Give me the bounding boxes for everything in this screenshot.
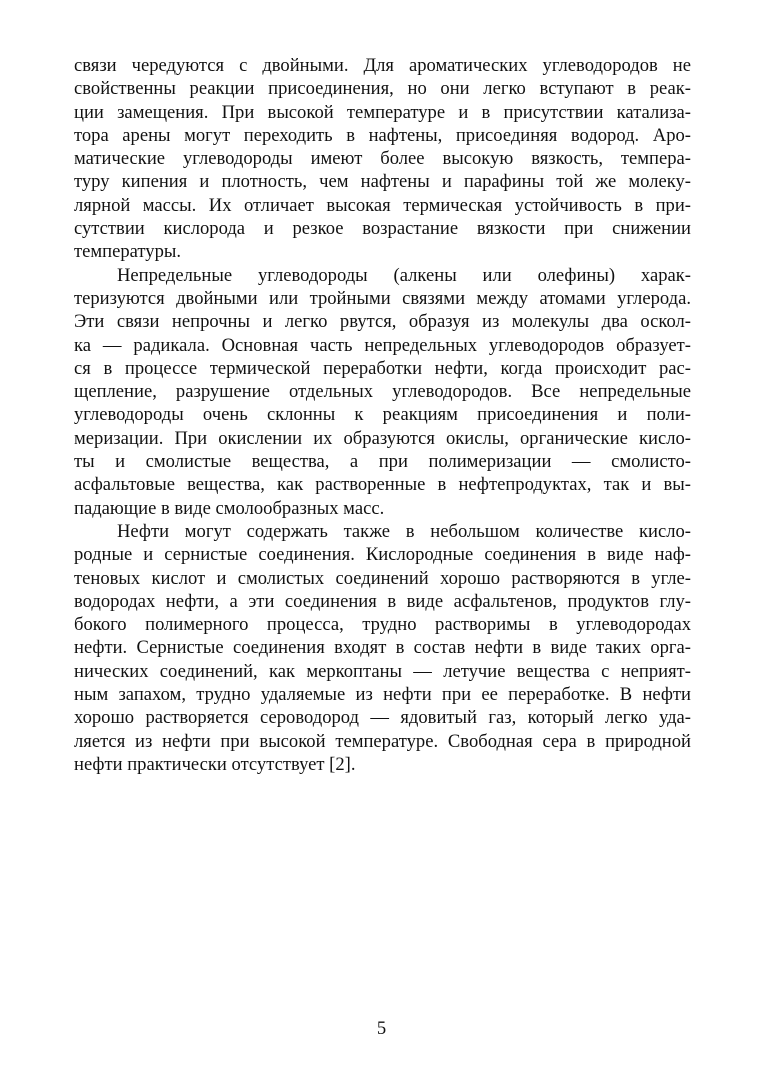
text-line: Эти связи непрочны и легко рвутся, образуя из молекулы два оскол- [74,311,691,333]
text-line: сутствии кислорода и резкое возрастание вязкости при снижении [74,218,691,240]
text-line: нефти практически отсутствует [2]. [74,753,356,775]
text-line: ты и смолистые вещества, а при полимеризации — смолисто- [74,451,691,473]
text-line: ляется из нефти при высокой температуре. Свободная сера в природной [74,730,691,752]
page-number: 5 [376,1018,387,1039]
text-line: нефти. Сернистые соединения входят в состав нефти в виде таких орга- [74,637,691,659]
text-line: углеводороды очень склонны к реакциям присоединения и поли- [74,404,691,426]
text-line: родные и сернистые соединения. Кислородные соединения в виде наф- [74,544,691,566]
text-line: Непредельные углеводороды (алкены или олефины) харак- [117,264,691,286]
text-line: меризации. При окислении их образуются окислы, органические кисло- [74,427,691,449]
text-line: тора арены могут переходить в нафтены, присоединяя водород. Аро- [74,124,691,146]
text-line: теновых кислот и смолистых соединений хорошо растворяются в угле- [74,567,691,589]
text-line: водородах нефти, а эти соединения в виде асфальтенов, продуктов глу- [74,590,691,612]
text-line: Нефти могут содержать также в небольшом количестве кисло- [117,520,691,542]
text-line: ся в процессе термической переработки нефти, когда происходит рас- [74,357,691,379]
text-line: ции замещения. При высокой температуре и в присутствии катализа- [74,101,691,123]
body-text [74,54,691,776]
text-line: ным запахом, трудно удаляемые из нефти при ее переработке. В нефти [74,684,691,706]
text-line: связи чередуются с двойными. Для ароматических углеводородов не [74,55,691,76]
text-line: падающие в виде смолообразных масс. [74,497,385,519]
paragraph-oxygen-sulfur-compounds [74,520,691,776]
text-line: щепление, разрушение отдельных углеводородов. Все непредельные [74,381,691,403]
text-line: асфальтовые вещества, как растворенные в нефтепродуктах, так и вы- [74,474,691,496]
text-line: туру кипения и плотность, чем нафтены и парафины той же молеку- [74,171,691,193]
text-line: хорошо растворяется сероводород — ядовитый газ, который легко уда- [74,707,691,729]
text-line: лярной массы. Их отличает высокая термическая устойчивость в при- [74,194,691,216]
text-line: теризуются двойными или тройными связями между атомами углерода. [74,287,691,309]
paragraph-unsaturated-hydrocarbons [74,264,691,520]
text-line: нических соединений, как меркоптаны — летучие вещества с неприят- [74,660,691,682]
text-line: бокого полимерного процесса, трудно растворимы в углеводородах [74,614,691,636]
paragraph-aromatic-hydrocarbons [74,54,691,264]
text-line: матические углеводороды имеют более высокую вязкость, темпера- [74,148,691,170]
text-line: свойственны реакции присоединения, но они легко вступают в реак- [74,78,691,100]
text-line: ка — радикала. Основная часть непредельных углеводородов образует- [74,334,691,356]
text-line: температуры. [74,241,182,263]
